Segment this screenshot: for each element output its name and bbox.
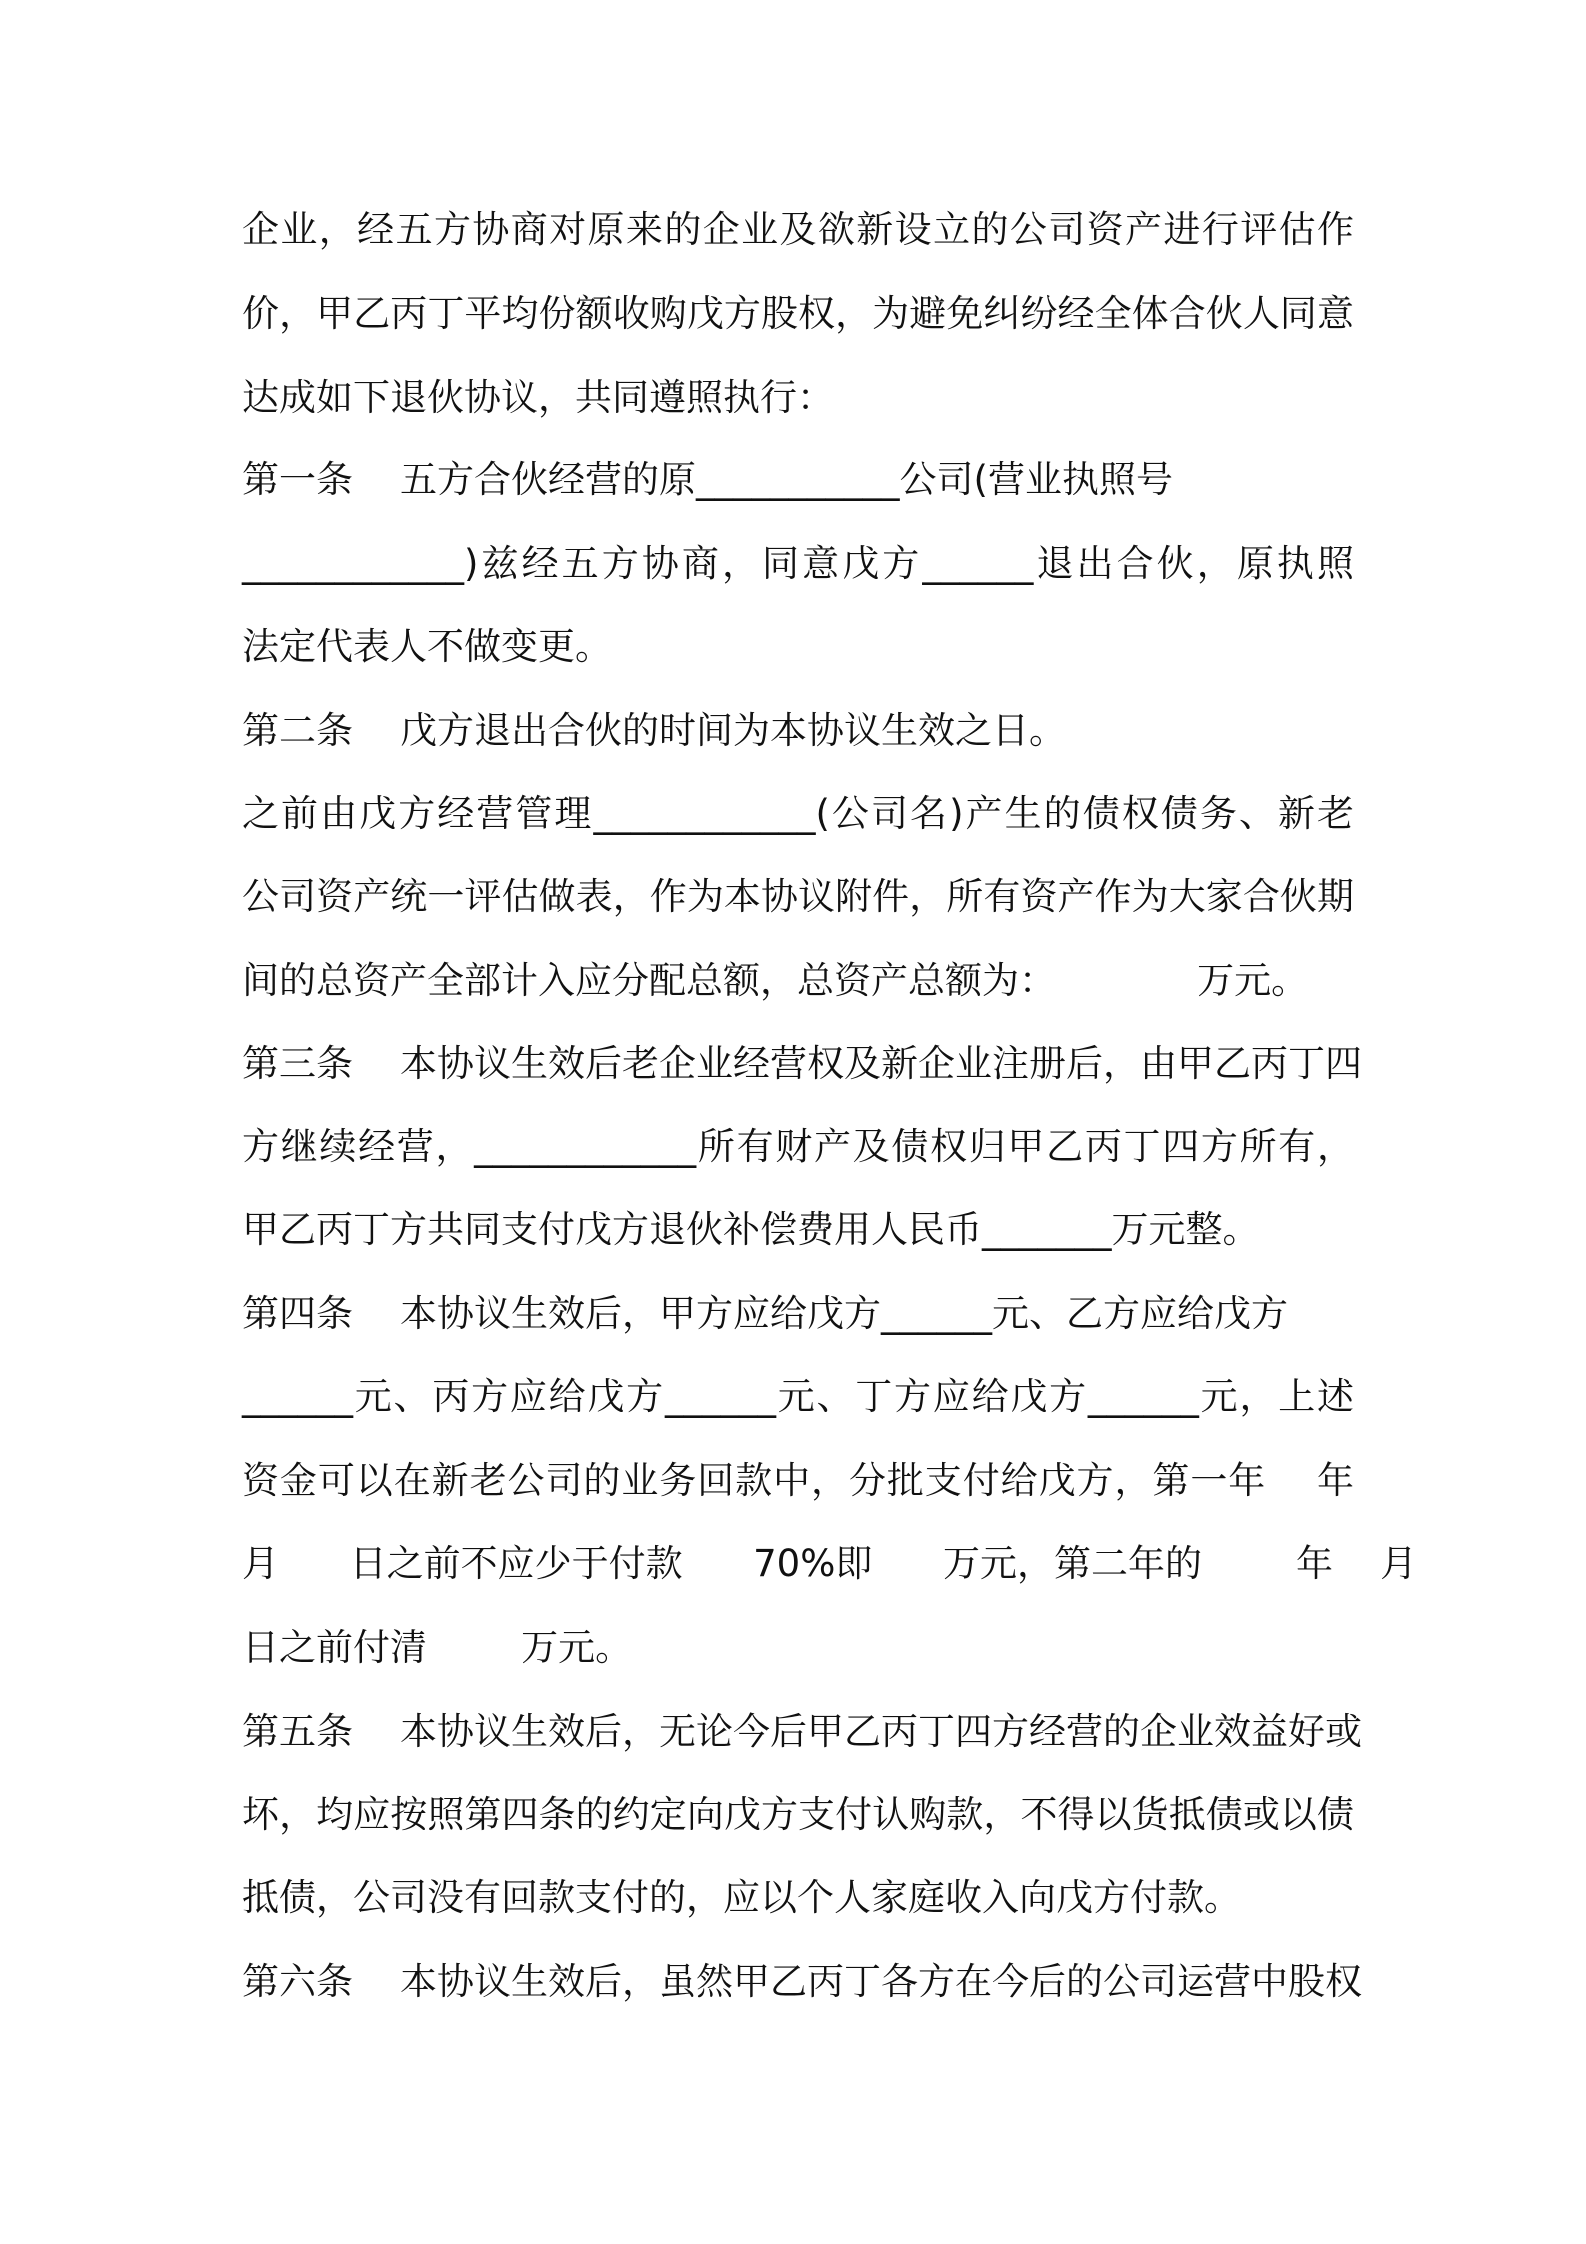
text-line: 间的总资产全部计入应分配总额，总资产总额为： 万元。: [242, 959, 1309, 1002]
text-line: 公司资产统一评估做表，作为本协议附件，所有资产作为大家合伙期: [242, 875, 1354, 918]
text-line: 抵债，公司没有回款支付的，应以个人家庭收入向戊方付款。: [242, 1876, 1241, 1919]
article-6-heading-line: 第六条 本协议生效后，虽然甲乙丙丁各方在今后的公司运营中股权: [242, 1960, 1363, 2003]
text-line: ____________)兹经五方协商，同意戊方______退出合伙，原执照: [242, 542, 1354, 585]
text-line: 之前由戊方经营管理____________(公司名)产生的债权债务、新老: [242, 792, 1354, 835]
article-1-heading-line: 第一条 五方合伙经营的原___________公司(营业执照号: [242, 458, 1173, 501]
article-3-heading-line: 第三条 本协议生效后老企业经营权及新企业注册后，由甲乙丙丁四: [242, 1042, 1363, 1085]
text-line: 达成如下退伙协议，共同遵照执行：: [242, 376, 834, 419]
article-2-heading-line: 第二条 戊方退出合伙的时间为本协议生效之日。: [242, 709, 1067, 752]
article-4-heading-line: 第四条 本协议生效后，甲方应给戊方______元、乙方应给戊方: [242, 1292, 1289, 1335]
text-line: 甲乙丙丁方共同支付戊方退伙补偿费用人民币_______万元整。: [242, 1208, 1260, 1251]
text-line: 日之前付清 万元。: [242, 1626, 633, 1669]
text-line: 方继续经营，____________所有财产及债权归甲乙丙丁四方所有，: [242, 1125, 1354, 1168]
text-line: 企业，经五方协商对原来的企业及欲新设立的公司资产进行评估作: [242, 208, 1354, 251]
document-body: [242, 0, 1418, 2244]
text-line: 资金可以在新老公司的业务回款中，分批支付给戊方，第一年 年: [242, 1459, 1354, 1502]
text-line: 法定代表人不做变更。: [242, 625, 612, 668]
text-line: 月 日之前不应少于付款 70%即 万元，第二年的 年 月: [242, 1542, 1418, 1585]
text-line: 坏，均应按照第四条的约定向戊方支付认购款，不得以货抵债或以债: [242, 1793, 1354, 1836]
text-line: ______元、丙方应给戊方______元、丁方应给戊方______元，上述: [242, 1375, 1354, 1418]
article-5-heading-line: 第五条 本协议生效后，无论今后甲乙丙丁四方经营的企业效益好或: [242, 1710, 1363, 1753]
text-line: 价，甲乙丙丁平均份额收购戊方股权，为避免纠纷经全体合伙人同意: [242, 292, 1354, 335]
